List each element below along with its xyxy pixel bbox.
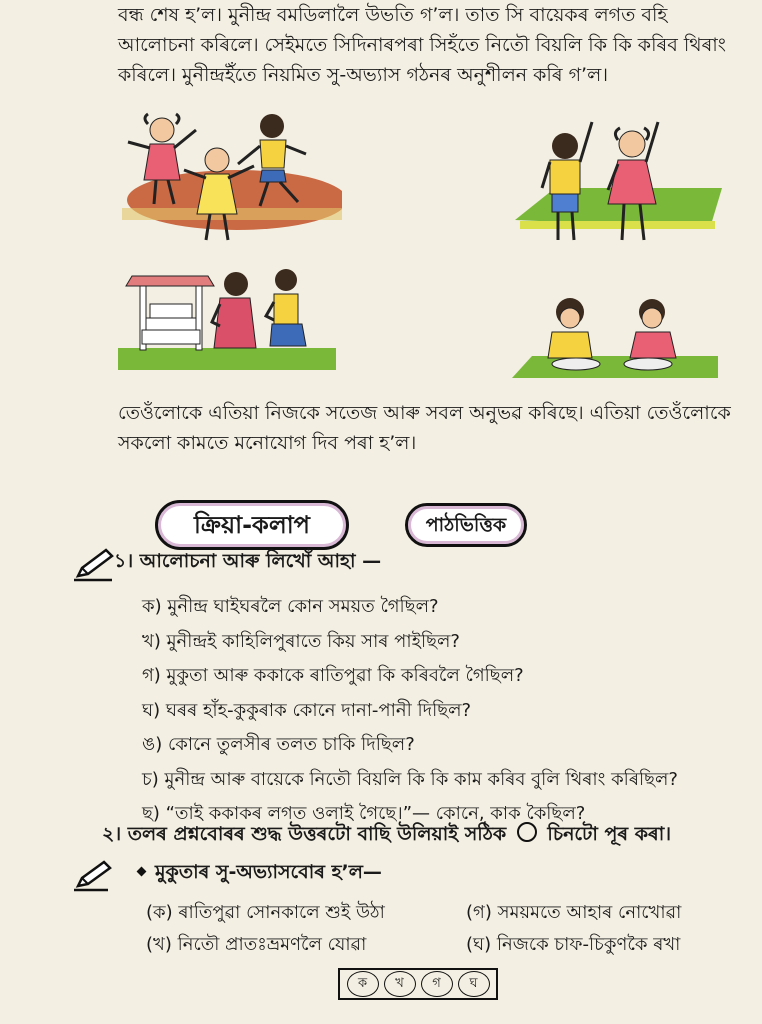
question-2-heading xyxy=(102,820,671,852)
question-2-heading-end: চিনটো পূৰ কৰা। xyxy=(547,823,672,845)
option-c: (গ) সময়মতে আহাৰ নোখোৱা xyxy=(466,902,682,923)
children-praying-icon xyxy=(118,264,336,376)
list-item: ঘ) ঘৰৰ হাঁহ-কুকুৰাক কোনে দানা-পানী দিছিল? xyxy=(142,699,472,721)
list-item: ছ) “তাই ককাকৰ লগত ওলাই গৈছে।”— কোনে, কাক কৈছিল? xyxy=(142,803,586,824)
section-badge: পাঠভিত্তিক xyxy=(405,503,527,547)
children-eating-icon xyxy=(512,292,722,384)
circle-icon xyxy=(517,822,537,842)
list-item: চ) মুনীন্দ্ৰ আৰু বায়েকে নিতৌ বিয়লি কি কি কাম কৰিব বুলি থিৰাং কৰিছিল? xyxy=(142,768,678,790)
pencil-icon xyxy=(72,546,116,582)
question-1-list xyxy=(142,590,742,832)
list-item: ঙ) কোনে তুলসীৰ তলত চাকি দিছিল? xyxy=(142,734,415,755)
pencil-icon xyxy=(72,858,112,892)
children-playing-icon xyxy=(122,108,342,248)
outro-paragraph: তেওঁলোকে এতিয়া নিজকে সতেজ আৰু সবল অনুভৱ কৰিছে। এতিয়া তেওঁলোকে সকলো কামতে মনোযোগ দিব পৰা হ’ল। xyxy=(118,402,731,454)
answer-choice-gha[interactable]: ঘ xyxy=(458,971,490,997)
option-d: (ঘ) নিজকে চাফ-চিকুণকৈ ৰখা xyxy=(466,934,681,955)
list-item: ক) মুনীন্দ্র ঘাইঘৰলৈ কোন সময়ত গৈছিল? xyxy=(142,596,439,617)
question-1-heading: ১। আলোচনা আৰু লিখোঁ আহা — xyxy=(114,550,382,572)
question-2-heading-start: ২। তলৰ প্রশ্নবোৰৰ শুদ্ধ উত্তৰটো বাছি উলিয়াই সঠিক xyxy=(102,823,507,845)
children-exercising-icon xyxy=(510,110,725,250)
answer-choice-ka[interactable]: ক xyxy=(347,971,379,997)
diamond-bullet-icon xyxy=(137,867,147,877)
answer-choice-box xyxy=(338,968,498,1000)
question-2-prompt xyxy=(138,858,382,890)
option-b: (খ) নিতৌ প্রাতঃভ্রমণলৈ যোৱা xyxy=(146,934,367,955)
list-item: খ) মুনীন্দ্ৰই কাহিলিপুৰাতে কিয় সাৰ পাইছিল? xyxy=(142,630,460,652)
list-item: গ) মুকুতা আৰু ককাকে ৰাতিপুৱা কি কৰিবলৈ গৈছিল? xyxy=(142,665,524,686)
answer-choice-ga[interactable]: গ xyxy=(421,971,453,997)
intro-paragraph: বন্ধ শেষ হ’ল। মুনীন্দ্র বমডিলালৈ উভতি গ’ল। তাত সি বায়েকৰ লগত বহি আলোচনা কৰিলে। সেইমতে সিদিনাৰপৰা সিহঁতে নিতৌ বিয়লি কি কি কৰিব থিৰাং কৰিলে। মুনীন্দ্ৰইঁতে নিয়মিত সু-অভ্যাস গঠনৰ অনুশীলন কৰি গ’ল। xyxy=(118,4,726,86)
answer-choice-kha[interactable]: খ xyxy=(384,971,416,997)
prompt-text: মুকুতাৰ সু-অভ্যাসবোৰ হ’ল— xyxy=(155,861,382,883)
section-title: ক্রিয়া-কলাপ xyxy=(155,500,349,550)
option-a: (ক) ৰাতিপুৱা সোনকালে শুই উঠা xyxy=(146,902,385,923)
